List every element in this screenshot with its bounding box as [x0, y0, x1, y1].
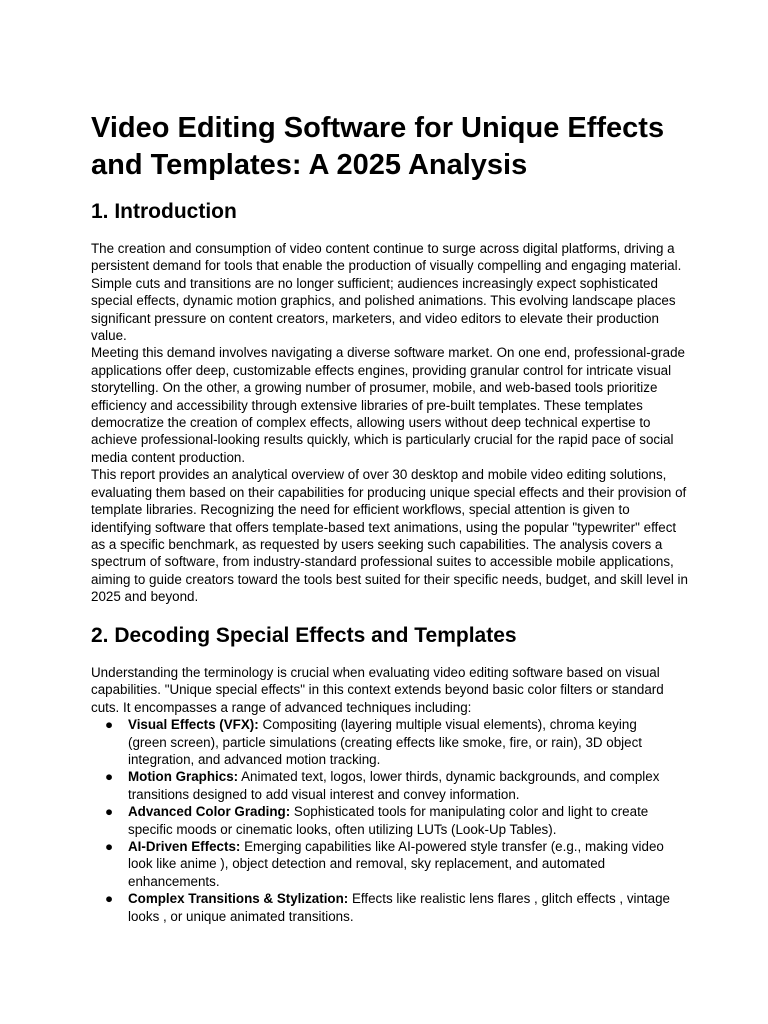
decoding-effects-body — [91, 664, 691, 925]
list-item-text: Compositing (layering multiple visual elements), chroma keying (green screen), particle simulations (creating effects like smoke, fire, or rain), 3D object integration, and advanced motion tracking. — [128, 717, 643, 768]
paragraph: Understanding the terminology is crucial when evaluating video editing software based on visual capabilities. "Unique special effects" in this context extends beyond basic color filters or standard cuts. It encompasses a range of advanced techniques including: — [91, 665, 664, 715]
list-item-term: AI-Driven Effects: — [128, 839, 241, 855]
list-item-term: Complex Transitions & Stylization: — [128, 891, 349, 907]
paragraph: This report provides an analytical overview of over 30 desktop and mobile video editing solutions, evaluating them based on their capabilities for producing unique special effects and their provision of template libraries. Recognizing the need for efficient workflows, special attention is given to identifying software that offers template-based text animations, using the popular "typewriter" effect as a specific benchmark, as requested by users seeking such capabilities. The analysis covers a spectrum of software, from industry-standard professional suites to accessible mobile applications, aiming to guide creators toward the tools best suited for their specific needs, budget, and skill level in 2025 and beyond. — [91, 467, 688, 605]
bullet-icon: ● — [105, 839, 114, 855]
list-item-term: Motion Graphics: — [128, 769, 239, 785]
bullet-icon: ● — [105, 804, 114, 820]
list-item-term: Visual Effects (VFX): — [128, 717, 259, 733]
effects-bullet-list — [91, 716, 691, 925]
list-item — [91, 768, 676, 803]
list-item-term: Advanced Color Grading: — [128, 804, 291, 820]
paragraph: Meeting this demand involves navigating a diverse software market. On one end, professional-grade applications offer deep, customizable effects engines, providing granular control for intricate visual storytelling. On the other, a growing number of prosumer, mobile, and web-based tools prioritize efficiency and accessibility through extensive libraries of pre-built templates. These templates democratize the creation of complex effects, allowing users without deep technical expertise to achieve professional-looking results quickly, which is particularly crucial for the rapid pace of social media content production. — [91, 345, 685, 465]
list-item — [91, 716, 676, 768]
section-heading-introduction: 1. Introduction — [91, 200, 237, 223]
document-title: Video Editing Software for Unique Effects and Templates: A 2025 Analysis — [91, 112, 665, 181]
bullet-icon: ● — [105, 769, 114, 785]
list-item-text: Effects like realistic lens flares , glitch effects , vintage looks , or unique animated transitions. — [128, 891, 671, 924]
paragraph: The creation and consumption of video content continue to surge across digital platforms, driving a persistent demand for tools that enable the production of visually compelling and engaging material. Simple cuts and transitions are no longer sufficient; audiences increasingly expect sophisticated special effects, dynamic motion graphics, and polished animations. This evolving landscape places significant pressure on content creators, marketers, and video editors to elevate their production value. — [91, 241, 682, 344]
list-item-text: Sophisticated tools for manipulating color and light to create specific moods or cinematic looks, often utilizing LUTs (Look-Up Tables). — [128, 804, 649, 837]
list-item — [91, 890, 676, 925]
bullet-icon: ● — [105, 891, 114, 907]
list-item-text: Emerging capabilities like AI-powered style transfer (e.g., making video look like anime ), object detection and removal, sky replacement, and automated enhancements. — [128, 839, 664, 889]
list-item-text: Animated text, logos, lower thirds, dynamic backgrounds, and complex transitions designed to add visual interest and convey information. — [128, 769, 660, 802]
introduction-body — [91, 240, 691, 606]
section-heading-decoding-effects: 2. Decoding Special Effects and Templates — [91, 624, 517, 647]
list-item — [91, 803, 676, 838]
bullet-icon: ● — [105, 717, 114, 733]
list-item — [91, 838, 676, 890]
